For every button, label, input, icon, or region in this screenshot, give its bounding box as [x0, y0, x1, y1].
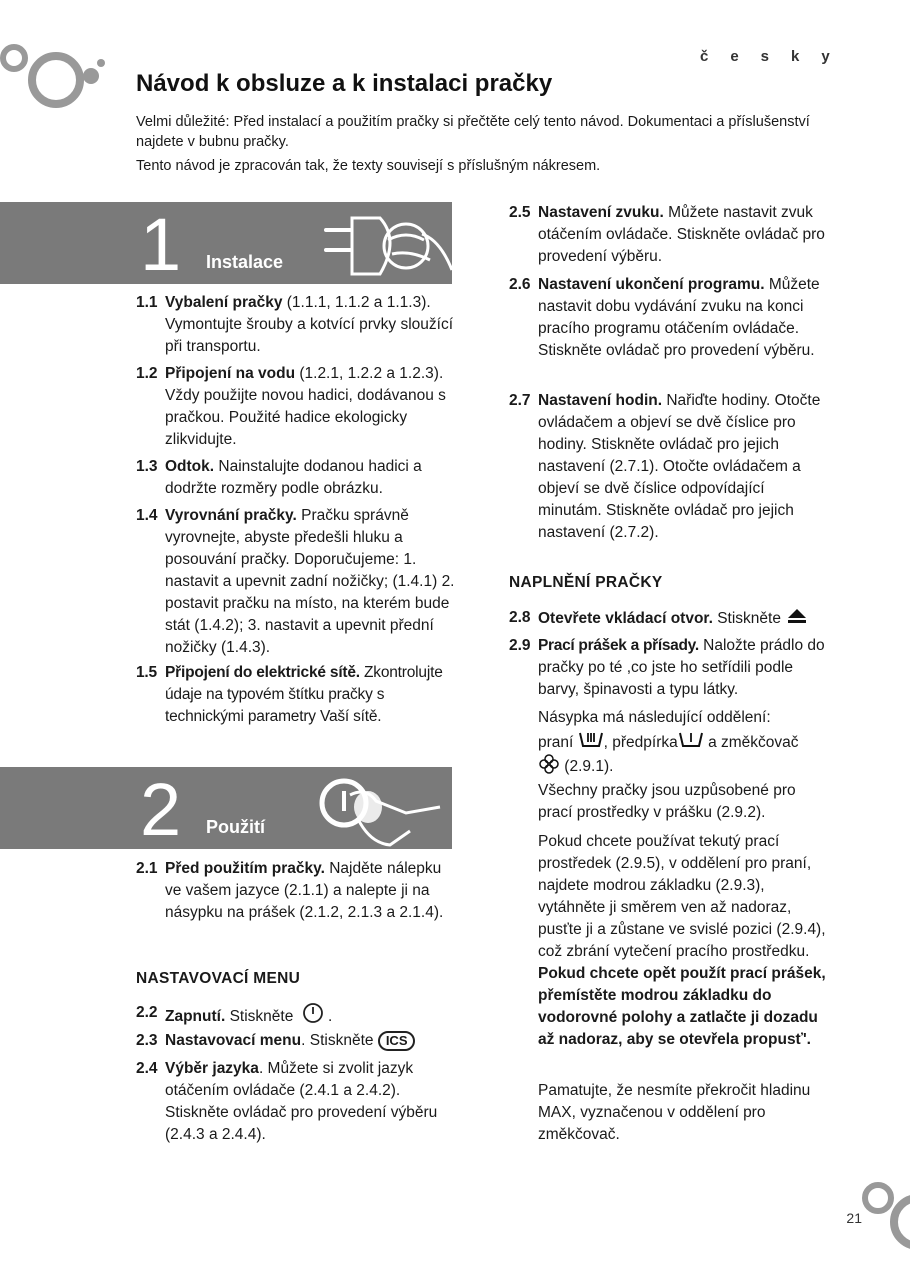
item-number: 2.8: [509, 609, 531, 626]
finger-press-icon: [310, 773, 450, 847]
section-2-band: [0, 767, 452, 849]
wash-label: praní: [538, 734, 574, 751]
item-number: 2.1: [136, 860, 158, 877]
item-2-4: [136, 1058, 456, 1146]
item-number: 2.7: [509, 392, 531, 409]
item-2-2: [136, 1002, 456, 1028]
item-1-5: [136, 662, 458, 728]
section-1-label: Instalace: [206, 252, 284, 272]
max-paragraph: Pamatujte, že nesmíte překročit hladinu MAX, vyznačenou v oddělení pro změkčovač.: [538, 1082, 811, 1143]
item-text: Naložte prádlo do pračky po té ,co jste ho setřídili podle barvy, špinavosti a typu látky.: [538, 637, 825, 698]
section-1-band: [0, 202, 452, 284]
item-2-6: [509, 274, 831, 362]
plug-icon: [322, 210, 452, 282]
item-title: Před použitím pračky.: [165, 860, 325, 877]
item-number: 2.5: [509, 204, 531, 221]
item-title: Připojení na vodu: [165, 365, 296, 382]
liquid-text: Pokud chcete používat tekutý prací prostředek (2.9.5), v oddělení pro praní, najdete modrou základku (2.9.3), vytáhněte ji směrem ven až nadoraz, pusťte ji a zůstane ve svislé pozici (2.9.4), což zbrání vytečení pracího prostředku.: [538, 833, 826, 960]
item-title: Nastavovací menu: [165, 1032, 302, 1049]
item-number: 2.3: [136, 1032, 158, 1049]
item-1-1: [136, 292, 456, 358]
section-1-number: 1: [140, 203, 182, 286]
item-number: 1.4: [136, 507, 158, 524]
powder-paragraph: Všechny pračky jsou uzpůsobené pro prací prostředky v prášku (2.9.2).: [538, 782, 796, 821]
fill-heading: NAPLNĚNÍ PRAČKY: [509, 574, 663, 591]
softener-label: a změkčovač: [703, 734, 799, 751]
prewash-label: , předpírka: [603, 734, 678, 751]
intro-paragraph-2: Tento návod je zpracován tak, že texty souvisejí s příslušným nákresem.: [136, 158, 601, 174]
item-title: Vyrovnání pračky.: [165, 507, 297, 524]
item-text: Stiskněte: [225, 1008, 294, 1025]
item-2-3: [136, 1030, 456, 1052]
item-title: Zapnutí.: [165, 1008, 226, 1025]
item-1-4: [136, 505, 456, 659]
item-1-2: [136, 363, 456, 451]
prewash-compartment-icon: [678, 729, 704, 749]
item-2-1: [136, 858, 456, 924]
item-title: Odtok.: [165, 458, 215, 475]
item-title: Výběr jazyka: [165, 1060, 259, 1077]
language-label: česky: [700, 48, 852, 65]
item-title: Nastavení ukončení programu.: [538, 276, 765, 293]
item-2-7: [509, 390, 831, 544]
ics-button-icon: ICS: [378, 1031, 416, 1051]
item-number: 1.1: [136, 294, 158, 311]
item-title: Otevřete vkládací otvor.: [538, 610, 713, 627]
softener-flower-icon: [538, 754, 560, 774]
item-text: (1.1.1, 1.1.2 a 1.1.3). Vymontujte šrouby a kotvící prvky sloužící při transportu.: [165, 294, 454, 355]
item-text: Můžete nastavit zvuk otáčením ovládače. Stiskněte ovládač pro provedení výběru.: [538, 204, 825, 265]
item-number: 2.4: [136, 1060, 158, 1077]
item-text: Pračku správně vyrovnejte, abyste předešli hluku a posouvání pračky. Doporučujeme: 1. nastavit a upevnit zadní nožičky; (1.4.1) 2. postavit pračku na místo, na kterém bude stát (1.4.2); 3. nastavit a upevnit přední nožičky (1.4.3).: [165, 507, 455, 656]
page-number: 21: [846, 1210, 862, 1226]
item-title: Nastavení zvuku.: [538, 204, 664, 221]
item-text: Můžete nastavit dobu vydávání zvuku na konci pracího programu otáčením ovládače. Stiskněte ovládač pro provedení výběru.: [538, 276, 820, 359]
item-text: . Můžete si zvolit jazyk otáčením ovládače (2.4.1 a 2.4.2). Stiskněte ovládač pro provedení výběru (2.4.3 a 2.4.4).: [165, 1060, 438, 1143]
decorative-circles-corner: [858, 1176, 910, 1252]
liquid-text-bold: Pokud chcete opět použít prací prášek, přemístěte modrou základku do vodorovné polohy a zatlačte ji dozadu až nadoraz, aby se otevřela propusť'.: [538, 965, 826, 1048]
item-text: . Stiskněte: [301, 1032, 374, 1049]
item-text: (1.2.1, 1.2.2 a 1.2.3). Vždy použijte novou hadici, dodávanou s pračkou. Použité hadice ekologicky zlikvidujte.: [165, 365, 446, 448]
section-2-number: 2: [140, 768, 182, 851]
section-2-label: Použití: [206, 817, 265, 837]
item-text: Najděte nálepku ve vašem jazyce (2.1.1) a nalepte ji na násypku na prášek (2.1.2, 2.1.3 a 2.1.4).: [165, 860, 444, 921]
item-2-5: [509, 202, 831, 268]
item-text: Nařiďte hodiny. Otočte ovládačem a objeví se dvě číslice pro hodiny. Stiskněte ovládač pro jejich nastavení (2.7.1). Otočte ovládačem a objeví se dvě číslice odpovídající minutám. Stiskněte ovládač pro jejich nastavení (2.7.2).: [538, 392, 821, 541]
page-title: Návod k obsluze a k instalaci pračky: [136, 70, 553, 97]
main-wash-compartment-icon: [578, 729, 604, 749]
eject-icon: [787, 607, 807, 625]
item-text: Nainstalujte dodanou hadici a dodržte rozměry podle obrázku.: [165, 458, 422, 497]
compartments-ref: (2.9.1).: [560, 758, 614, 775]
item-title: Prací prášek a přísady.: [538, 637, 699, 654]
item-number: 2.6: [509, 276, 531, 293]
item-title: Připojení do elektrické sítě.: [165, 664, 360, 681]
liquid-paragraph: [538, 831, 833, 1051]
compartments-paragraph: [538, 707, 833, 778]
item-text-tail: .: [323, 1008, 333, 1025]
compartments-intro: Násypka má následující oddělení:: [538, 709, 771, 726]
item-text: Zkontrolujte údaje na typovém štítku pračky s technickými parametry Vaší sítě.: [165, 664, 443, 725]
item-2-8: [509, 607, 839, 630]
item-number: 2.2: [136, 1004, 158, 1021]
item-text: Stiskněte: [712, 610, 781, 627]
item-number: 2.9: [509, 637, 531, 654]
power-icon: [302, 1002, 324, 1024]
menu-heading: NASTAVOVACÍ MENU: [136, 970, 301, 987]
item-title: Vybalení pračky: [165, 294, 283, 311]
intro-paragraph-1: Velmi důležité: Před instalací a použitím pračky si přečtěte celý tento návod. Dokumentaci a příslušenství najdete v bubnu pračky.: [136, 114, 810, 150]
item-title: Nastavení hodin.: [538, 392, 663, 409]
decorative-circles-logo: [0, 38, 110, 114]
item-number: 1.2: [136, 365, 158, 382]
item-1-3: [136, 456, 456, 500]
item-number: 1.3: [136, 458, 158, 475]
item-number: 1.5: [136, 664, 157, 681]
item-2-9: [509, 635, 831, 701]
